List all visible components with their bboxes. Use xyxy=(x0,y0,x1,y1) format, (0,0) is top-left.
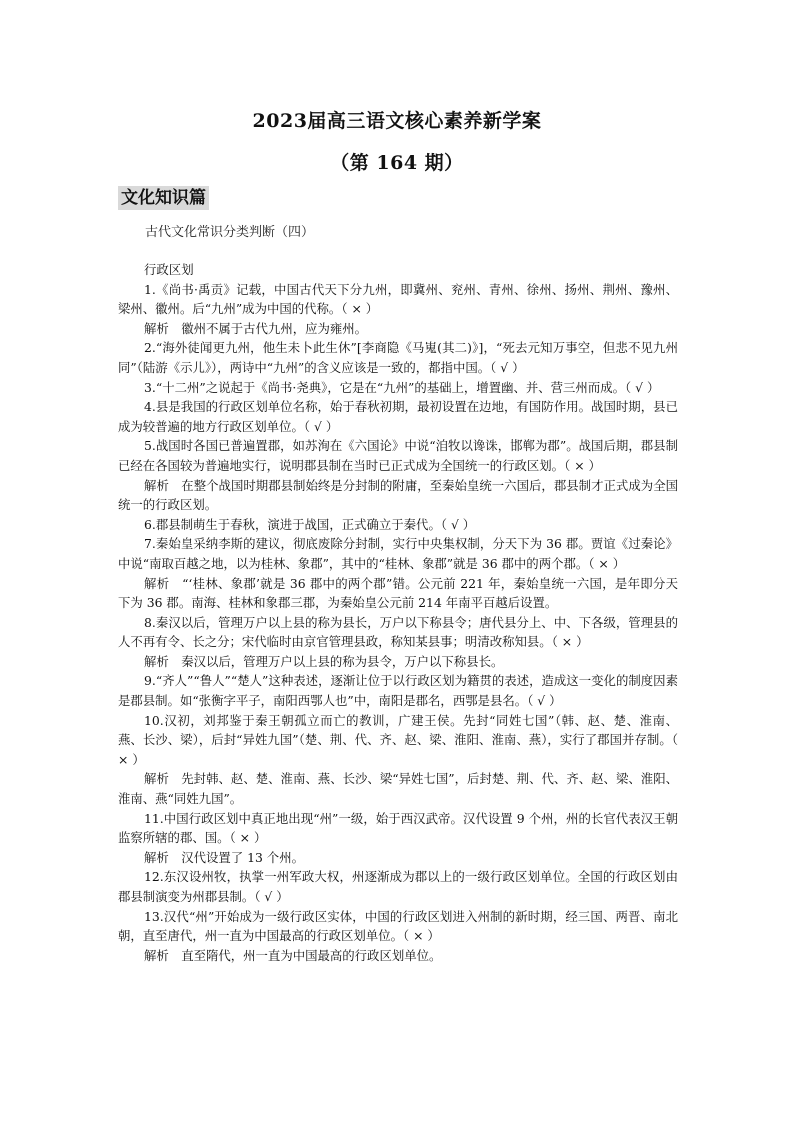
topic-label: 行政区划 xyxy=(144,262,194,277)
analysis-8: 解析 秦汉以后，管理万户以上县的称为县令，万户以下称县长。 xyxy=(144,653,504,669)
question-8: 8.秦汉以后，管理万户以上县的称为县长，万户以下称县令；唐代县分上、中、下各级，管理县的人不再有令、长之分；宋代临时由京官管理县政，称知某县事；明清改称知县。（ × ） xyxy=(118,614,678,650)
question-6: 6.郡县制萌生于春秋，演进于战国，正式确立于秦代。（ √ ） xyxy=(144,516,476,532)
analysis-5: 解析 在整个战国时期郡县制始终是分封制的附庸，至秦始皇统一六国后，郡县制才正式成为全国统一的行政区划。 xyxy=(118,477,678,513)
question-3: 3.“十二州”之说起于《尚书·尧典》，它是在“九州”的基础上，增置幽、并、营三州而成。（ √ ） xyxy=(144,379,660,395)
question-13: 13.汉代“州”开始成为一级行政区实体，中国的行政区划进入州制的新时期，经三国、两晋、南北朝，直至唐代，州一直为中国最高的行政区划单位。（ × ） xyxy=(118,908,678,944)
document-body xyxy=(118,260,678,965)
question-2: 2.“海外徒闻更九州，他生未卜此生休”[李商隐《马嵬(其二)》]，“死去元知万事空，但悲不见九州同”（陆游《示儿》），两诗中“九州”的含义应该是一致的，都指中国。（ √ ） xyxy=(118,340,678,375)
analysis-10: 解析 先封韩、赵、楚、淮南、燕、长沙、梁“异姓七国”，后封楚、荆、代、齐、赵、梁、淮阳、淮南、燕“同姓九国”。 xyxy=(118,771,678,807)
question-4: 4.县是我国的行政区划单位名称，始于春秋初期，最初设置在边地，有国防作用。战国时期，县已成为较普遍的地方行政区划单位。（ √ ） xyxy=(118,399,678,434)
question-5: 5.战国时各国已普遍置郡，如苏洵在《六国论》中说“洎牧以谗诛，邯郸为郡”。战国后期，郡县制已经在各国较为普遍地实行，说明郡县制在当时已正式成为全国统一的行政区划。（ × ） xyxy=(118,438,678,473)
document-title: 2023届高三语文核心素养新学案 xyxy=(252,110,542,132)
analysis-1: 解析 徽州不属于古代九州，应为雍州。 xyxy=(144,320,368,336)
analysis-11: 解析 汉代设置了 13 个州。 xyxy=(144,849,304,865)
question-11: 11.中国行政区划中真正地出现“州”一级，始于西汉武帝。汉代设置 9 个州，州的长官代表汉王朝监察所辖的郡、国。（ × ） xyxy=(118,810,678,846)
question-12: 12.东汉设州牧，执掌一州军政大权，州逐渐成为郡以上的一级行政区划单位。全国的行政区划由郡县制演变为州郡县制。（ √ ） xyxy=(118,869,678,904)
question-1: 1.《尚书·禹贡》记载，中国古代天下分九州，即冀州、兖州、青州、徐州、扬州、荆州、豫州、梁州、徽州。后“九州”成为中国的代称。（ × ） xyxy=(118,281,678,317)
question-9: 9.“齐人”“鲁人”“楚人”这种表述，逐渐让位于以行政区划为籍贯的表述，造成这一变化的制度因素是郡县制。如“张衡字平子，南阳西鄂人也”中，南阳是郡名，西鄂是县名。（ √ ） xyxy=(118,673,678,709)
issue-number: （第 164 期） xyxy=(330,152,464,174)
analysis-7: 解析 “‘桂林、象郡’就是 36 郡中的两个郡”错。公元前 221 年，秦始皇统一六国，是年即分天下为 36 郡。南海、桂林和象郡三郡，为秦始皇公元前 214 年南平百越后设置。 xyxy=(118,575,678,611)
question-7: 7.秦始皇采纳李斯的建议，彻底废除分封制，实行中央集权制，分天下为 36 郡。贾谊《过秦论》中说“南取百越之地，以为桂林、象郡”，其中的“桂林、象郡”就是 36 郡中的两个郡。（ × ） xyxy=(118,536,678,571)
sub-heading: 古代文化常识分类判断（四） xyxy=(145,225,315,240)
section-heading: 文化知识篇 xyxy=(118,186,209,210)
analysis-13: 解析 直至隋代，州一直为中国最高的行政区划单位。 xyxy=(144,947,442,963)
question-10: 10.汉初，刘邦鉴于秦王朝孤立而亡的教训，广建王侯。先封“同姓七国”（韩、赵、楚、淮南、燕、长沙、梁），后封“异姓九国”（楚、荆、代、齐、赵、梁、淮阳、淮南、燕），实行了郡国并存制。（ × ） xyxy=(118,712,678,767)
